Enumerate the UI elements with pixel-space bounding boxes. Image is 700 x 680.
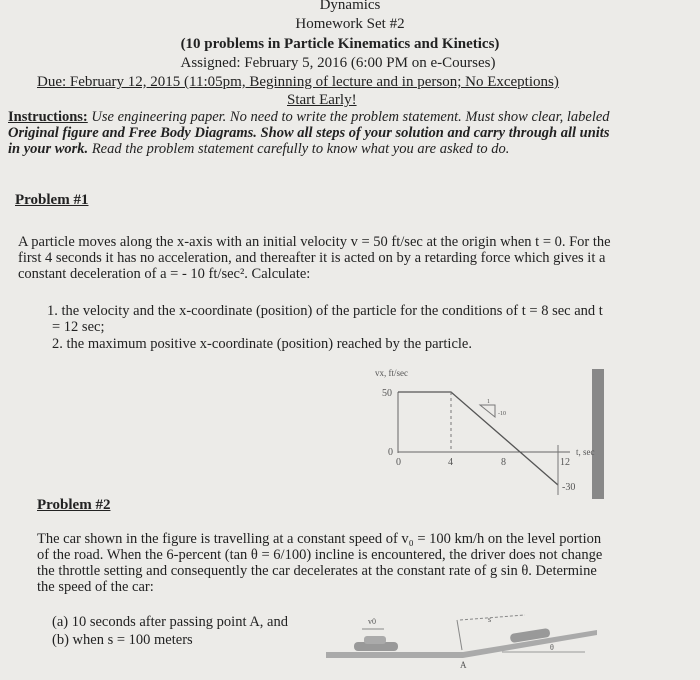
tick-x-4: 4 xyxy=(448,457,453,468)
slope-run: 1 xyxy=(487,399,490,405)
problem1-text: A particle moves along the x-axis with an initial velocity v = 50 ft/sec at the origin when t = 0. For the first 4 seconds it has no acceleration, and thereafter it is acted on by a retarding force which gives it a constant deceleration of a = - 10 ft/sec². Calculate: xyxy=(18,234,611,282)
due-date: Due: February 12, 2015 (11:05pm, Beginning of lecture and in person; No Exceptions) xyxy=(37,74,559,90)
instructions xyxy=(8,109,613,157)
car-incline-figure xyxy=(320,600,620,680)
page-edge-shadow xyxy=(592,369,604,499)
start-early: Start Early! xyxy=(287,92,357,108)
tick-x-12: 12 xyxy=(560,457,570,468)
velocity-time-graph xyxy=(330,355,630,505)
instructions-text: Use engineering paper. No need to write the problem statement. Must show clear, labeled xyxy=(87,109,610,125)
slope-rise: -10 xyxy=(498,411,506,417)
problem1-item-1: 1. the velocity and the x-coordinate (position) of the particle for the conditions of t = 8 sec and t = 12 sec; xyxy=(47,303,603,335)
tick-y-50: 50 xyxy=(382,388,392,399)
homework-title: Homework Set #2 xyxy=(295,16,405,32)
v0-label: v0 xyxy=(368,617,376,626)
tick-x-8: 8 xyxy=(501,457,506,468)
x-axis-label: t, sec xyxy=(576,447,595,457)
slope-triangle xyxy=(480,405,495,417)
tick-y-0: 0 xyxy=(388,447,393,458)
instructions-text-2: Read the problem statement carefully to know what you are asked to do. xyxy=(88,141,510,157)
course-title: Dynamics xyxy=(319,0,381,13)
y-axis-label: vx, ft/sec xyxy=(375,368,408,378)
s-label: s xyxy=(488,615,492,624)
subtitle: (10 problems in Particle Kinematics and Kinetics) xyxy=(180,36,500,52)
problem1-heading: Problem #1 xyxy=(15,192,89,208)
tick-y-minus30: -30 xyxy=(562,482,576,493)
problem2-item-b: (b) when s = 100 meters xyxy=(52,632,193,648)
instructions-bold: Original figure and Free Body Diagrams. Show all steps of your solution and carry through all units in your work. xyxy=(8,125,610,157)
problem2-heading: Problem #2 xyxy=(37,497,111,513)
assigned-date: Assigned: February 5, 2016 (6:00 PM on e-Courses) xyxy=(180,55,496,71)
instructions-label: Instructions: xyxy=(8,109,88,125)
point-a-label: A xyxy=(460,660,467,670)
velocity-line xyxy=(398,392,558,485)
problem2-text: The car shown in the figure is travelling at a constant speed of v₀ = 100 km/h on the level portion of the road. When the 6-percent (tan θ = 6/100) incline is encountered, the driver does not change the throttle setting and consequently the car decelerates at the constant rate of g sin θ. Determine the speed of the car: xyxy=(37,531,603,595)
tick-x-0: 0 xyxy=(396,457,401,468)
theta-label: θ xyxy=(550,643,554,652)
problem1-item-2: 2. the maximum positive x-coordinate (position) reached by the particle. xyxy=(52,336,472,352)
problem2-item-a: (a) 10 seconds after passing point A, and xyxy=(52,614,288,630)
